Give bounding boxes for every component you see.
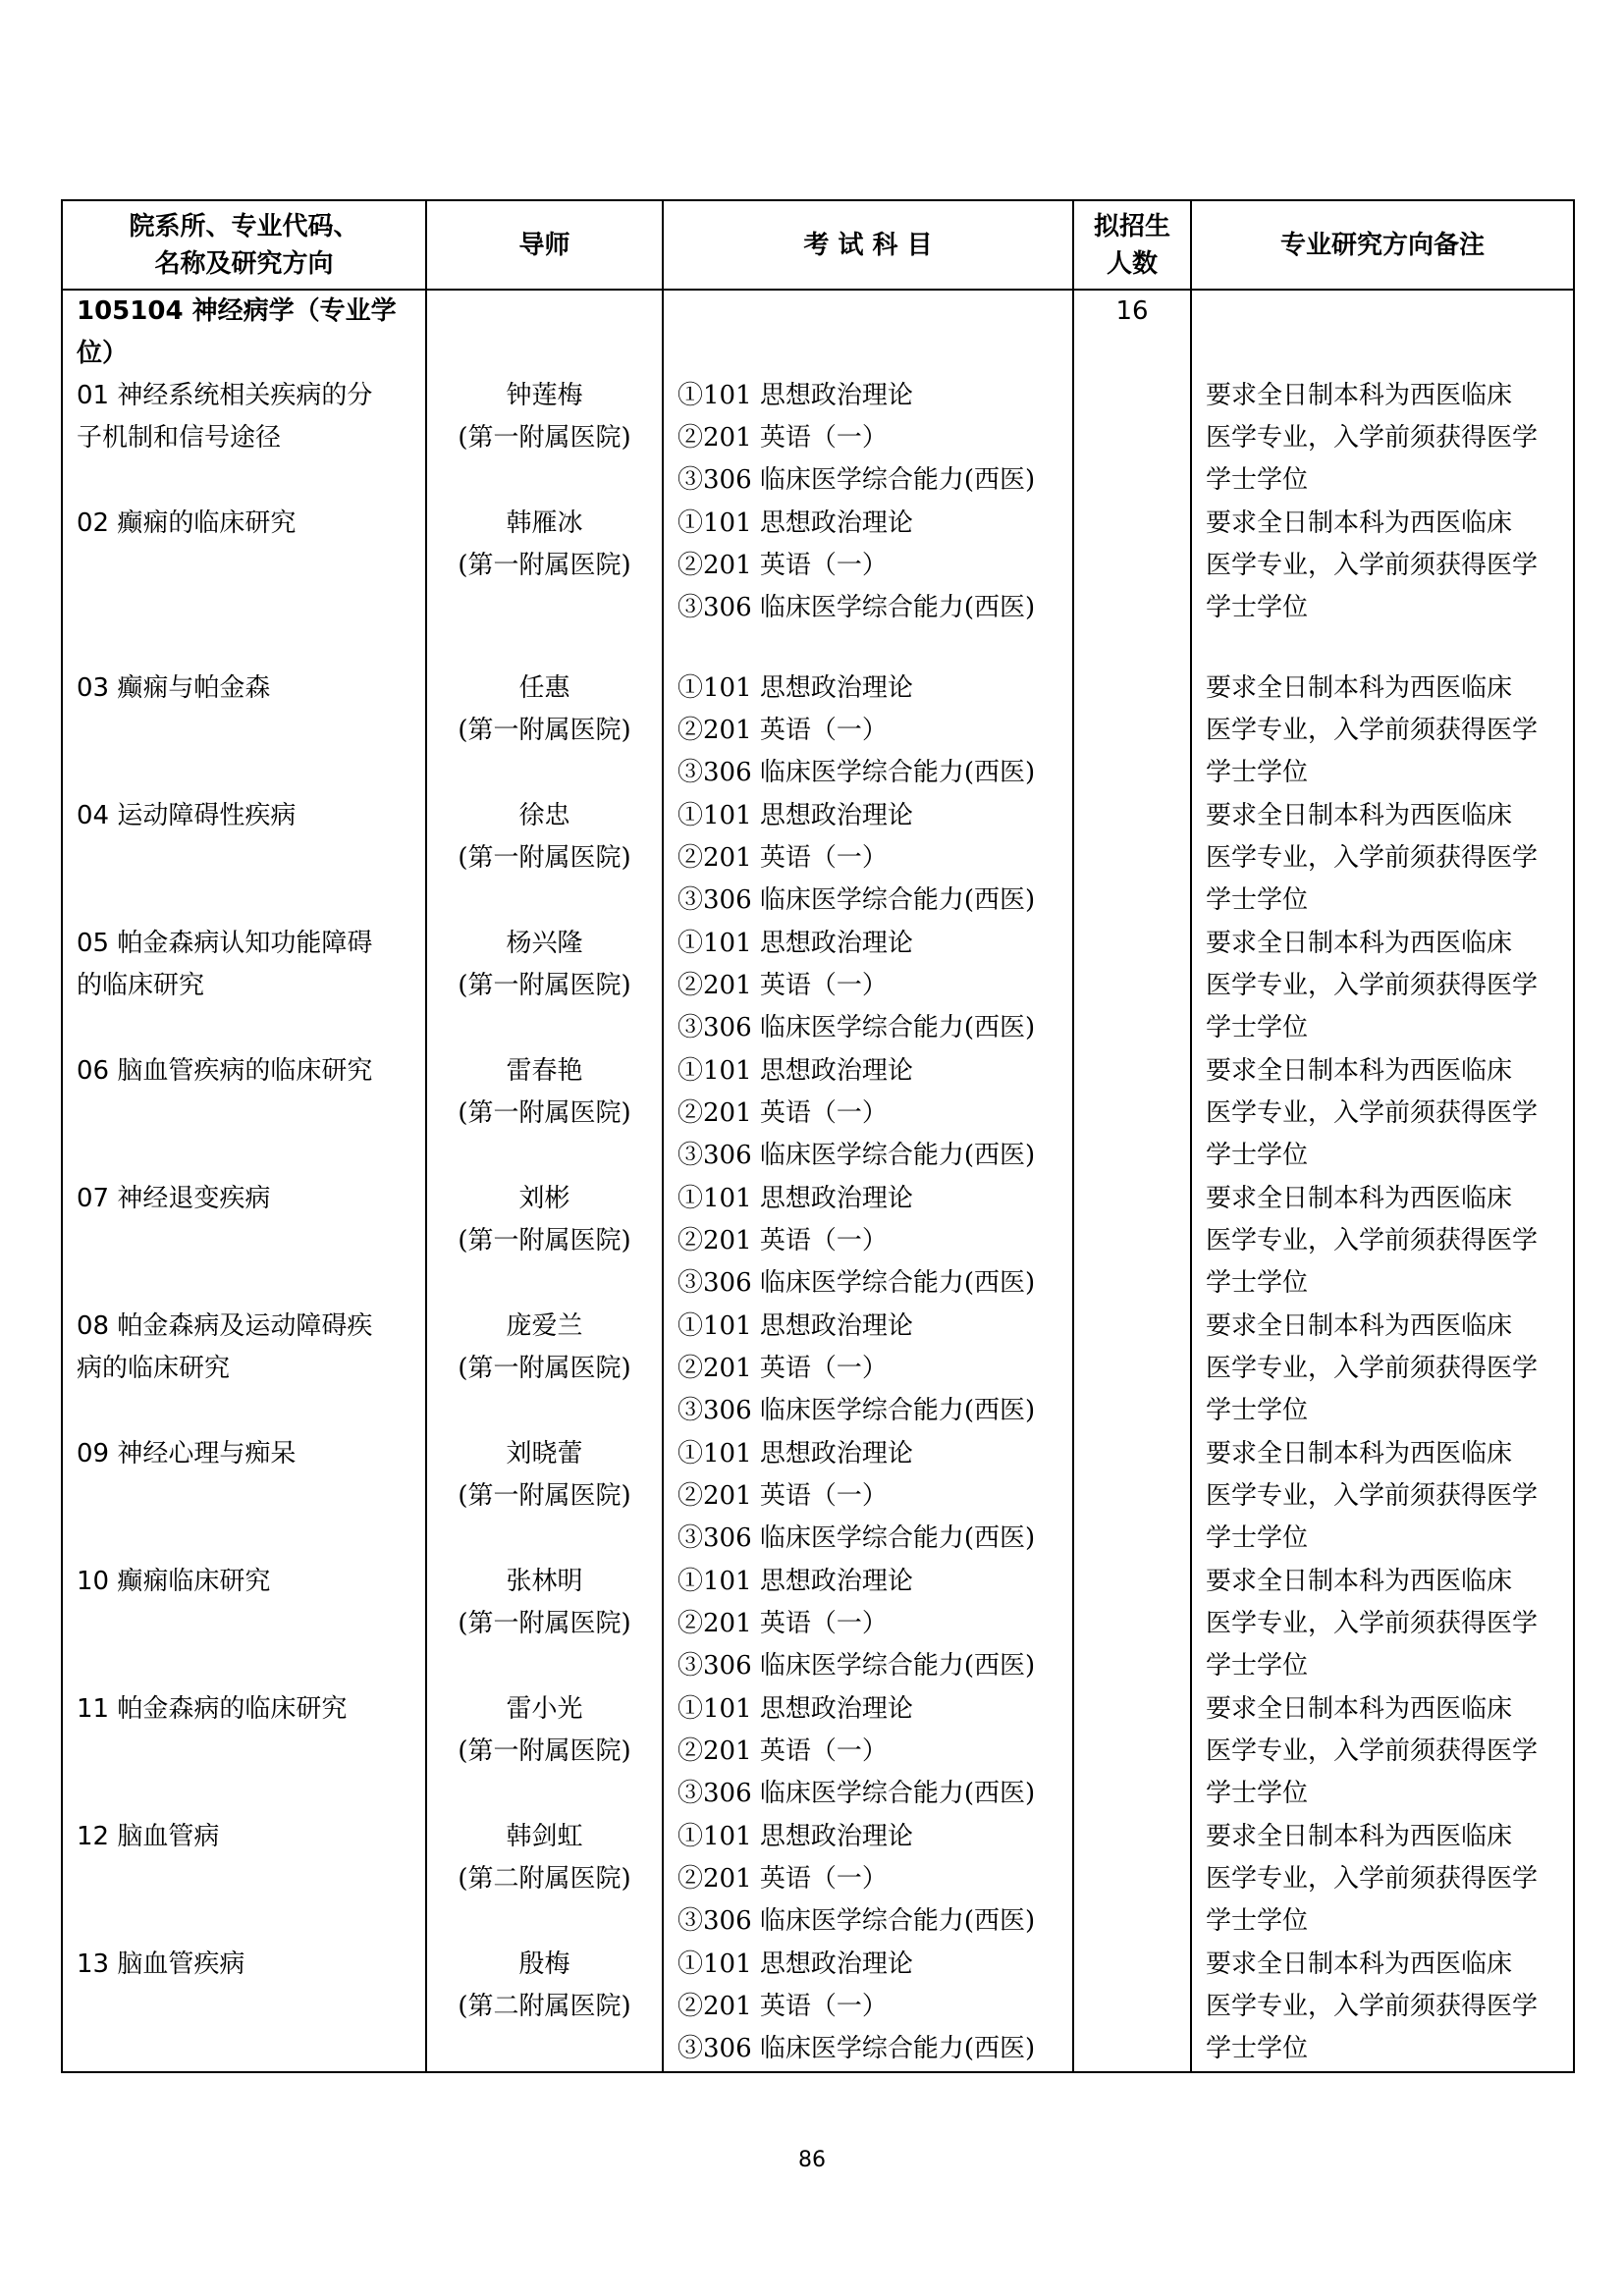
advisor-cell bbox=[426, 923, 663, 1050]
exam-subject-3: ③306 临床医学综合能力(西医) bbox=[677, 1906, 1036, 1936]
note-line3: 学士学位 bbox=[1206, 593, 1309, 622]
quota-cell bbox=[1073, 1433, 1191, 1561]
exam-subject-3: ③306 临床医学综合能力(西医) bbox=[677, 1779, 1036, 1808]
exam-cell bbox=[663, 1178, 1073, 1306]
direction-line1: 06 脑血管疾病的临床研究 bbox=[77, 1056, 373, 1086]
note-line1: 要求全日制本科为西医临床 bbox=[1206, 929, 1513, 958]
exam-subject-1: ①101 思想政治理论 bbox=[677, 1311, 913, 1341]
direction-line1: 03 癫痫与帕金森 bbox=[77, 673, 271, 703]
advisor-hospital: (第一附属医院) bbox=[458, 1098, 631, 1128]
notes-cell bbox=[1191, 923, 1574, 1050]
direction-line1: 05 帕金森病认知功能障碍 bbox=[77, 929, 373, 958]
quota-cell bbox=[1073, 1688, 1191, 1816]
note-line2: 医学专业，入学前须获得医学 bbox=[1206, 1736, 1539, 1766]
advisor-cell bbox=[426, 375, 663, 503]
note-line1: 要求全日制本科为西医临床 bbox=[1206, 1056, 1513, 1086]
table-row bbox=[62, 1433, 1574, 1561]
direction-cell bbox=[62, 1816, 426, 1944]
exam-cell bbox=[663, 1944, 1073, 2072]
exam-subject-3: ③306 临床医学综合能力(西医) bbox=[677, 465, 1036, 495]
note-line3: 学士学位 bbox=[1206, 1013, 1309, 1042]
notes-cell bbox=[1191, 795, 1574, 923]
table-row bbox=[62, 1306, 1574, 1433]
notes-cell bbox=[1191, 1433, 1574, 1561]
advisor-name: 刘彬 bbox=[518, 1184, 570, 1213]
exam-subject-2: ②201 英语（一） bbox=[677, 1226, 888, 1255]
direction-cell bbox=[62, 503, 426, 667]
advisor-name: 庞爱兰 bbox=[506, 1311, 583, 1341]
advisor-name: 韩雁冰 bbox=[506, 508, 583, 538]
table-row bbox=[62, 1178, 1574, 1306]
direction-line1: 01 神经系统相关疾病的分 bbox=[77, 381, 373, 410]
note-line1: 要求全日制本科为西医临床 bbox=[1206, 1439, 1513, 1468]
advisor-cell bbox=[426, 503, 663, 667]
advisor-name: 雷春艳 bbox=[506, 1056, 583, 1086]
notes-cell bbox=[1191, 503, 1574, 667]
exam-subject-1: ①101 思想政治理论 bbox=[677, 1439, 913, 1468]
header-exam: 考 试 科 目 bbox=[663, 200, 1073, 290]
note-line1: 要求全日制本科为西医临床 bbox=[1206, 508, 1513, 538]
table-row bbox=[62, 923, 1574, 1050]
exam-subject-2: ②201 英语（一） bbox=[677, 1864, 888, 1894]
exam-subject-1: ①101 思想政治理论 bbox=[677, 1184, 913, 1213]
advisor-hospital: (第一附属医院) bbox=[458, 843, 631, 873]
quota-cell bbox=[1073, 1944, 1191, 2072]
exam-subject-3: ③306 临床医学综合能力(西医) bbox=[677, 1013, 1036, 1042]
quota-cell bbox=[1073, 1306, 1191, 1433]
exam-cell bbox=[663, 1688, 1073, 1816]
advisor-cell bbox=[426, 1050, 663, 1178]
advisor-hospital: (第一附属医院) bbox=[458, 1226, 631, 1255]
advisor-cell bbox=[426, 1178, 663, 1306]
exam-subject-3: ③306 临床医学综合能力(西医) bbox=[677, 1141, 1036, 1170]
note-line2: 医学专业，入学前须获得医学 bbox=[1206, 971, 1539, 1000]
exam-subject-1: ①101 思想政治理论 bbox=[677, 1822, 913, 1851]
header-dept-line1: 院系所、专业代码、 bbox=[129, 211, 359, 241]
direction-cell bbox=[62, 667, 426, 795]
advisor-name: 徐忠 bbox=[518, 801, 570, 830]
major-row bbox=[62, 290, 1574, 375]
advisor-cell bbox=[426, 1306, 663, 1433]
notes-cell bbox=[1191, 1944, 1574, 2072]
note-line1: 要求全日制本科为西医临床 bbox=[1206, 1822, 1513, 1851]
exam-subject-1: ①101 思想政治理论 bbox=[677, 1949, 913, 1979]
quota-cell bbox=[1073, 503, 1191, 667]
note-line3: 学士学位 bbox=[1206, 758, 1309, 787]
advisor-name: 雷小光 bbox=[506, 1694, 583, 1724]
direction-cell bbox=[62, 1433, 426, 1561]
quota-cell bbox=[1073, 923, 1191, 1050]
table-row bbox=[62, 375, 1574, 503]
exam-cell bbox=[663, 375, 1073, 503]
exam-cell bbox=[663, 503, 1073, 667]
advisor-cell bbox=[426, 1944, 663, 2072]
direction-line1: 10 癫痫临床研究 bbox=[77, 1567, 271, 1596]
exam-subject-2: ②201 英语（一） bbox=[677, 423, 888, 453]
header-quota-line1: 拟招生 bbox=[1093, 211, 1170, 241]
advisor-name: 钟莲梅 bbox=[506, 381, 583, 410]
quota-cell bbox=[1073, 375, 1191, 503]
exam-subject-1: ①101 思想政治理论 bbox=[677, 673, 913, 703]
direction-line1: 02 癫痫的临床研究 bbox=[77, 508, 297, 538]
notes-cell bbox=[1191, 1306, 1574, 1433]
advisor-cell bbox=[426, 1816, 663, 1944]
advisor-name: 韩剑虹 bbox=[506, 1822, 583, 1851]
major-exam-cell bbox=[663, 290, 1073, 375]
direction-line1: 12 脑血管病 bbox=[77, 1822, 220, 1851]
advisor-cell bbox=[426, 667, 663, 795]
table-row bbox=[62, 1561, 1574, 1688]
major-quota: 16 bbox=[1073, 290, 1191, 375]
exam-cell bbox=[663, 1050, 1073, 1178]
quota-cell bbox=[1073, 1561, 1191, 1688]
exam-subject-1: ①101 思想政治理论 bbox=[677, 1056, 913, 1086]
direction-line1: 07 神经退变疾病 bbox=[77, 1184, 271, 1213]
enrollment-table bbox=[61, 199, 1575, 2073]
note-line3: 学士学位 bbox=[1206, 1779, 1309, 1808]
direction-line1: 08 帕金森病及运动障碍疾 bbox=[77, 1311, 373, 1341]
note-line2: 医学专业，入学前须获得医学 bbox=[1206, 1098, 1539, 1128]
table-row bbox=[62, 503, 1574, 667]
header-quota bbox=[1073, 200, 1191, 290]
advisor-hospital: (第一附属医院) bbox=[458, 551, 631, 580]
note-line3: 学士学位 bbox=[1206, 1651, 1309, 1681]
direction-cell bbox=[62, 795, 426, 923]
quota-cell bbox=[1073, 1178, 1191, 1306]
exam-subject-3: ③306 临床医学综合能力(西医) bbox=[677, 2034, 1036, 2063]
header-quota-line2: 人数 bbox=[1106, 248, 1158, 279]
direction-cell bbox=[62, 375, 426, 503]
notes-cell bbox=[1191, 1688, 1574, 1816]
table-row bbox=[62, 1944, 1574, 2072]
direction-cell bbox=[62, 1178, 426, 1306]
direction-cell bbox=[62, 1688, 426, 1816]
note-line2: 医学专业，入学前须获得医学 bbox=[1206, 1609, 1539, 1638]
note-line3: 学士学位 bbox=[1206, 465, 1309, 495]
note-line2: 医学专业，入学前须获得医学 bbox=[1206, 1226, 1539, 1255]
advisor-name: 刘晓蕾 bbox=[506, 1439, 583, 1468]
exam-subject-1: ①101 思想政治理论 bbox=[677, 508, 913, 538]
exam-subject-2: ②201 英语（一） bbox=[677, 843, 888, 873]
page-number: 86 bbox=[798, 2148, 826, 2172]
notes-cell bbox=[1191, 1050, 1574, 1178]
major-name-line1: 105104 神经病学（专业学 bbox=[77, 296, 397, 326]
note-line1: 要求全日制本科为西医临床 bbox=[1206, 673, 1513, 703]
exam-subject-2: ②201 英语（一） bbox=[677, 1354, 888, 1383]
note-line2: 医学专业，入学前须获得医学 bbox=[1206, 843, 1539, 873]
major-advisor-cell bbox=[426, 290, 663, 375]
exam-subject-3: ③306 临床医学综合能力(西医) bbox=[677, 1651, 1036, 1681]
direction-cell bbox=[62, 1944, 426, 2072]
note-line1: 要求全日制本科为西医临床 bbox=[1206, 1567, 1513, 1596]
exam-subject-1: ①101 思想政治理论 bbox=[677, 1567, 913, 1596]
advisor-hospital: (第一附属医院) bbox=[458, 1736, 631, 1766]
note-line3: 学士学位 bbox=[1206, 2034, 1309, 2063]
note-line3: 学士学位 bbox=[1206, 1268, 1309, 1298]
note-line1: 要求全日制本科为西医临床 bbox=[1206, 801, 1513, 830]
advisor-hospital: (第一附属医院) bbox=[458, 1481, 631, 1511]
exam-cell bbox=[663, 923, 1073, 1050]
header-dept bbox=[62, 200, 426, 290]
notes-cell bbox=[1191, 1178, 1574, 1306]
quota-cell bbox=[1073, 795, 1191, 923]
advisor-hospital: (第一附属医院) bbox=[458, 971, 631, 1000]
quota-cell bbox=[1073, 1050, 1191, 1178]
table-row bbox=[62, 1050, 1574, 1178]
direction-line1: 11 帕金森病的临床研究 bbox=[77, 1694, 348, 1724]
note-line3: 学士学位 bbox=[1206, 1141, 1309, 1170]
advisor-cell bbox=[426, 1433, 663, 1561]
note-line1: 要求全日制本科为西医临床 bbox=[1206, 1949, 1513, 1979]
direction-cell bbox=[62, 1561, 426, 1688]
advisor-cell bbox=[426, 1561, 663, 1688]
note-line1: 要求全日制本科为西医临床 bbox=[1206, 381, 1513, 410]
exam-subject-3: ③306 临床医学综合能力(西医) bbox=[677, 1523, 1036, 1553]
header-notes: 专业研究方向备注 bbox=[1191, 200, 1574, 290]
note-line2: 医学专业，入学前须获得医学 bbox=[1206, 423, 1539, 453]
table-row bbox=[62, 667, 1574, 795]
exam-subject-2: ②201 英语（一） bbox=[677, 716, 888, 745]
exam-subject-3: ③306 临床医学综合能力(西医) bbox=[677, 593, 1036, 622]
direction-line1: 13 脑血管疾病 bbox=[77, 1949, 245, 1979]
exam-subject-2: ②201 英语（一） bbox=[677, 1736, 888, 1766]
direction-cell bbox=[62, 1306, 426, 1433]
exam-cell bbox=[663, 795, 1073, 923]
table-row bbox=[62, 795, 1574, 923]
advisor-hospital: (第一附属医院) bbox=[458, 716, 631, 745]
direction-line1: 09 神经心理与痴呆 bbox=[77, 1439, 297, 1468]
exam-subject-1: ①101 思想政治理论 bbox=[677, 801, 913, 830]
direction-line2: 子机制和信号途径 bbox=[77, 423, 282, 453]
note-line2: 医学专业，入学前须获得医学 bbox=[1206, 551, 1539, 580]
notes-cell bbox=[1191, 1561, 1574, 1688]
header-advisor: 导师 bbox=[426, 200, 663, 290]
direction-line1: 04 运动障碍性疾病 bbox=[77, 801, 297, 830]
advisor-hospital: (第一附属医院) bbox=[458, 423, 631, 453]
note-line3: 学士学位 bbox=[1206, 1523, 1309, 1553]
exam-subject-3: ③306 临床医学综合能力(西医) bbox=[677, 758, 1036, 787]
note-line2: 医学专业，入学前须获得医学 bbox=[1206, 1992, 1539, 2021]
notes-cell bbox=[1191, 375, 1574, 503]
quota-cell bbox=[1073, 1816, 1191, 1944]
exam-subject-3: ③306 临床医学综合能力(西医) bbox=[677, 1396, 1036, 1425]
notes-cell bbox=[1191, 667, 1574, 795]
major-name-cell bbox=[62, 290, 426, 375]
exam-cell bbox=[663, 1433, 1073, 1561]
major-name-line2: 位） bbox=[77, 339, 129, 368]
direction-cell bbox=[62, 1050, 426, 1178]
note-line3: 学士学位 bbox=[1206, 1906, 1309, 1936]
exam-subject-2: ②201 英语（一） bbox=[677, 971, 888, 1000]
direction-line2: 病的临床研究 bbox=[77, 1354, 231, 1383]
advisor-hospital: (第二附属医院) bbox=[458, 1864, 631, 1894]
advisor-hospital: (第二附属医院) bbox=[458, 1992, 631, 2021]
advisor-name: 杨兴隆 bbox=[506, 929, 583, 958]
direction-cell bbox=[62, 923, 426, 1050]
advisor-name: 张林明 bbox=[506, 1567, 583, 1596]
exam-subject-3: ③306 临床医学综合能力(西医) bbox=[677, 1268, 1036, 1298]
advisor-cell bbox=[426, 795, 663, 923]
advisor-hospital: (第一附属医院) bbox=[458, 1609, 631, 1638]
note-line2: 医学专业，入学前须获得医学 bbox=[1206, 716, 1539, 745]
exam-cell bbox=[663, 1816, 1073, 1944]
header-dept-line2: 名称及研究方向 bbox=[154, 248, 334, 279]
table-row bbox=[62, 1688, 1574, 1816]
exam-subject-2: ②201 英语（一） bbox=[677, 551, 888, 580]
advisor-name: 殷梅 bbox=[518, 1949, 570, 1979]
exam-subject-2: ②201 英语（一） bbox=[677, 1609, 888, 1638]
note-line1: 要求全日制本科为西医临床 bbox=[1206, 1311, 1513, 1341]
note-line2: 医学专业，入学前须获得医学 bbox=[1206, 1864, 1539, 1894]
major-notes-cell bbox=[1191, 290, 1574, 375]
exam-cell bbox=[663, 1561, 1073, 1688]
exam-subject-2: ②201 英语（一） bbox=[677, 1992, 888, 2021]
exam-subject-2: ②201 英语（一） bbox=[677, 1481, 888, 1511]
note-line2: 医学专业，入学前须获得医学 bbox=[1206, 1481, 1539, 1511]
exam-subject-3: ③306 临床医学综合能力(西医) bbox=[677, 885, 1036, 915]
note-line1: 要求全日制本科为西医临床 bbox=[1206, 1184, 1513, 1213]
table-row bbox=[62, 1816, 1574, 1944]
header-row bbox=[62, 200, 1574, 290]
advisor-cell bbox=[426, 1688, 663, 1816]
note-line2: 医学专业，入学前须获得医学 bbox=[1206, 1354, 1539, 1383]
exam-subject-2: ②201 英语（一） bbox=[677, 1098, 888, 1128]
note-line3: 学士学位 bbox=[1206, 885, 1309, 915]
note-line1: 要求全日制本科为西医临床 bbox=[1206, 1694, 1513, 1724]
direction-line2: 的临床研究 bbox=[77, 971, 205, 1000]
quota-cell bbox=[1073, 667, 1191, 795]
advisor-hospital: (第一附属医院) bbox=[458, 1354, 631, 1383]
exam-subject-1: ①101 思想政治理论 bbox=[677, 929, 913, 958]
exam-cell bbox=[663, 667, 1073, 795]
advisor-name: 任惠 bbox=[518, 673, 570, 703]
notes-cell bbox=[1191, 1816, 1574, 1944]
exam-subject-1: ①101 思想政治理论 bbox=[677, 381, 913, 410]
note-line3: 学士学位 bbox=[1206, 1396, 1309, 1425]
exam-cell bbox=[663, 1306, 1073, 1433]
exam-subject-1: ①101 思想政治理论 bbox=[677, 1694, 913, 1724]
